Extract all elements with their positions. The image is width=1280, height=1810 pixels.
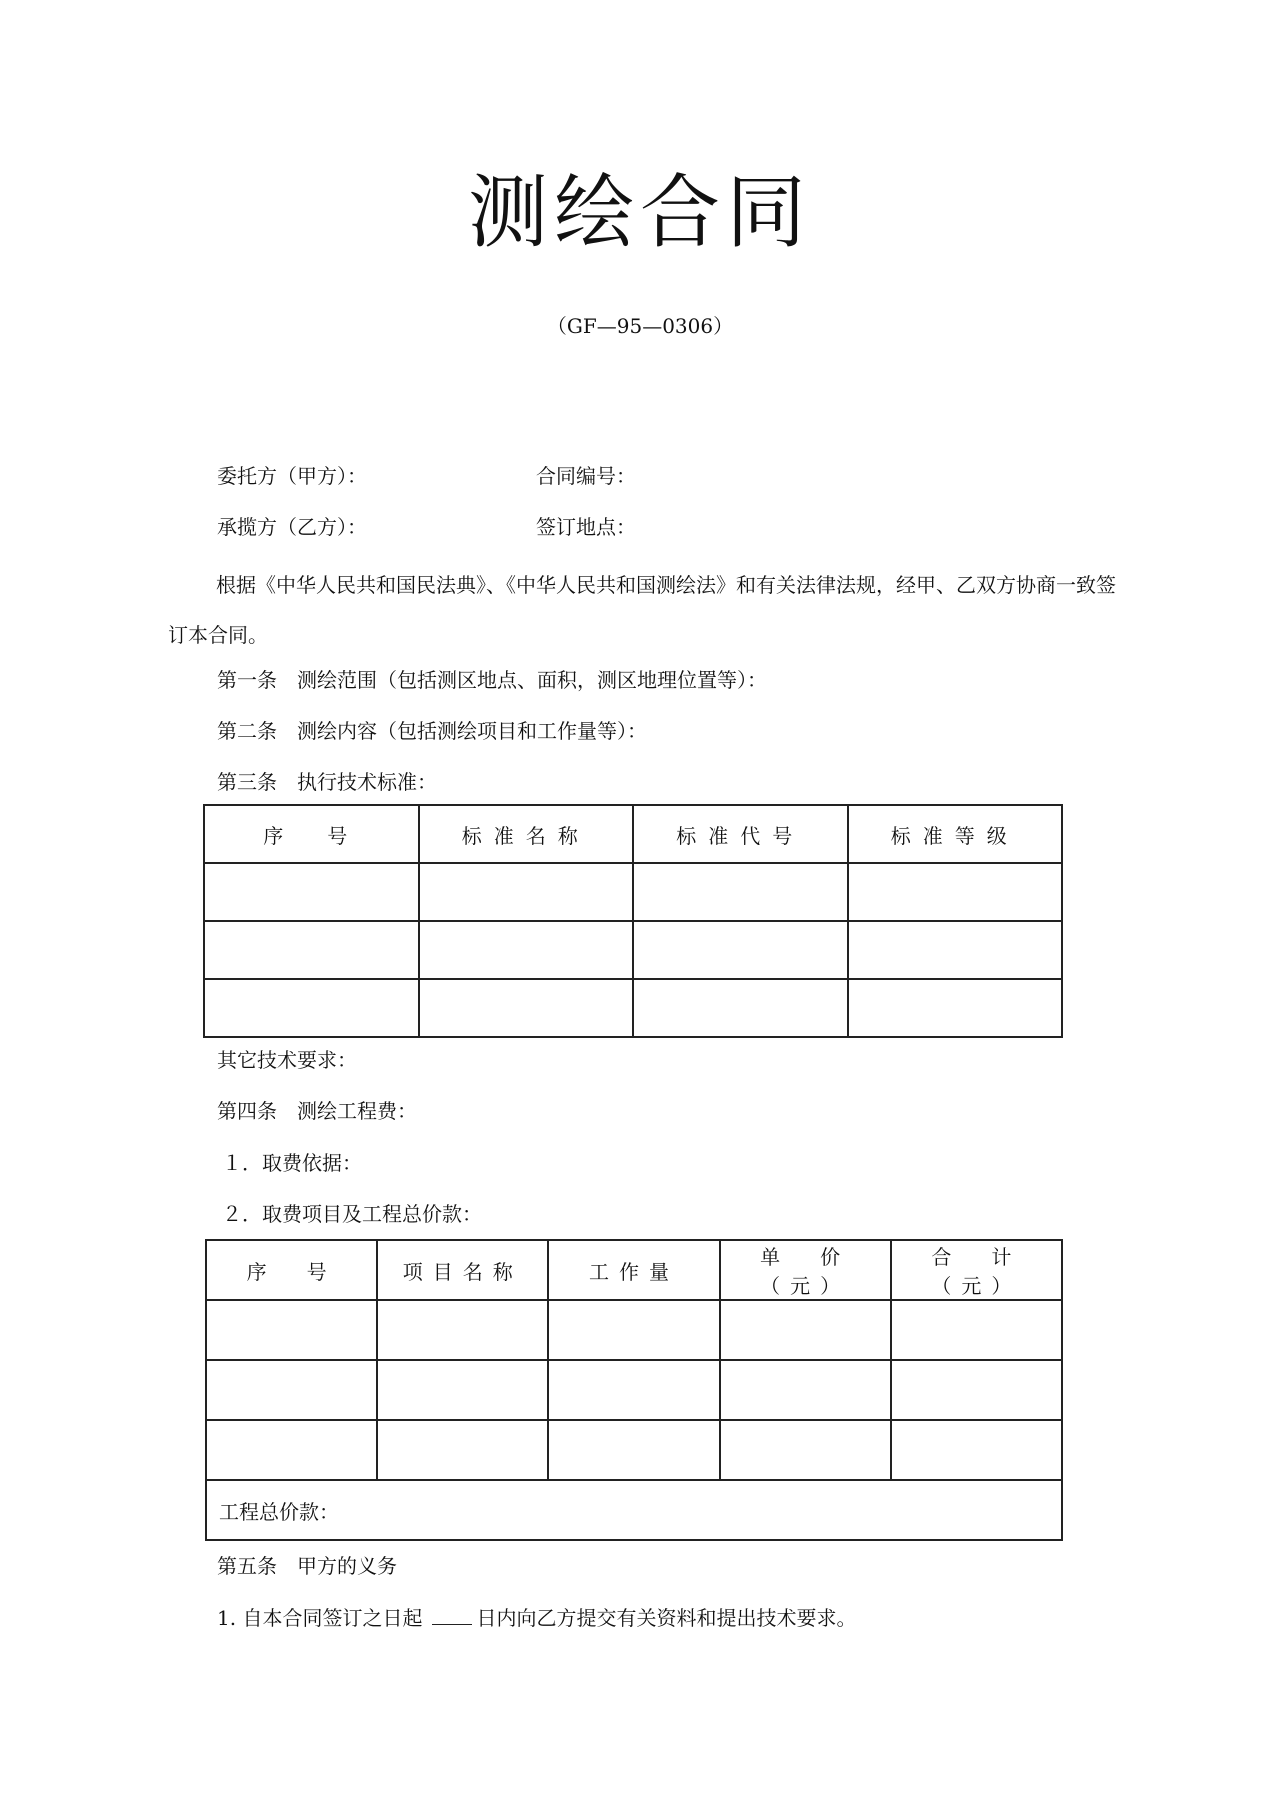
- table-row: [204, 921, 1062, 979]
- total-price-label: 工程总价款：: [206, 1480, 1062, 1540]
- table-row: [206, 1300, 1062, 1360]
- table2-header: 序 号: [206, 1240, 377, 1300]
- table-cell: [548, 1300, 719, 1360]
- table-cell: [204, 979, 419, 1037]
- table-cell: [419, 979, 634, 1037]
- table-row: [206, 1420, 1062, 1480]
- clause-1: [217, 1604, 856, 1632]
- table-cell: [548, 1420, 719, 1480]
- table-row: [206, 1360, 1062, 1420]
- table1-header: 标准名称: [419, 805, 634, 863]
- document-title: 测绘合同: [468, 166, 812, 259]
- table-cell: [848, 921, 1063, 979]
- fee-table: [205, 1239, 1063, 1541]
- article-5: 第五条 甲方的义务: [217, 1554, 397, 1578]
- clause-1-prefix: 1. 自本合同签订之日起: [217, 1606, 423, 1630]
- table-cell: [204, 921, 419, 979]
- table-cell: [891, 1300, 1062, 1360]
- contract-code: （GF—95—0306）: [546, 314, 734, 338]
- sign-place-label: 签订地点：: [536, 515, 636, 539]
- table2-header: 合 计（元）: [891, 1240, 1062, 1300]
- party-a-label: 委托方（甲方）：: [217, 464, 367, 488]
- table-cell: [633, 921, 848, 979]
- fill-in-blank[interactable]: [432, 1606, 472, 1625]
- table-cell: [377, 1420, 548, 1480]
- fee-items: ２．取费项目及工程总价款：: [222, 1202, 482, 1226]
- table-cell: [891, 1360, 1062, 1420]
- clause-1-suffix: 日内向乙方提交有关资料和提出技术要求。: [476, 1606, 857, 1630]
- table-cell: [204, 863, 419, 921]
- table-row: [204, 863, 1062, 921]
- table-cell: [633, 979, 848, 1037]
- intro-paragraph: 根据《中华人民共和国民法典》、《中华人民共和国测绘法》和有关法律法规，经甲、乙双方协商一致签订本合同。: [168, 573, 1116, 647]
- table-cell: [720, 1360, 891, 1420]
- table-row: [204, 979, 1062, 1037]
- table-cell: [206, 1300, 377, 1360]
- table-cell: [891, 1420, 1062, 1480]
- table2-header: 单 价（元）: [720, 1240, 891, 1300]
- table-cell: [848, 979, 1063, 1037]
- table-cell: [206, 1420, 377, 1480]
- table-cell: [206, 1360, 377, 1420]
- table-cell: [377, 1300, 548, 1360]
- article-4: 第四条 测绘工程费：: [217, 1099, 417, 1123]
- table2-header: 工作量: [548, 1240, 719, 1300]
- party-b-label: 承揽方（乙方）：: [217, 515, 367, 539]
- table1-header: 序 号: [204, 805, 419, 863]
- article-1: 第一条 测绘范围（包括测区地点、面积，测区地理位置等）：: [217, 668, 767, 692]
- table-cell: [419, 921, 634, 979]
- standards-table: [203, 804, 1063, 1038]
- fee-basis: １．取费依据：: [222, 1151, 362, 1175]
- table1-header: 标准代号: [633, 805, 848, 863]
- table2-header: 项目名称: [377, 1240, 548, 1300]
- other-requirements: 其它技术要求：: [217, 1048, 357, 1072]
- article-3: 第三条 执行技术标准：: [217, 770, 437, 794]
- table-cell: [720, 1300, 891, 1360]
- table1-header: 标准等级: [848, 805, 1063, 863]
- table-cell: [848, 863, 1063, 921]
- article-2: 第二条 测绘内容（包括测绘项目和工作量等）：: [217, 719, 647, 743]
- table-cell: [419, 863, 634, 921]
- table-cell: [548, 1360, 719, 1420]
- table-cell: [377, 1360, 548, 1420]
- contract-no-label: 合同编号：: [536, 464, 636, 488]
- table-cell: [633, 863, 848, 921]
- table-cell: [720, 1420, 891, 1480]
